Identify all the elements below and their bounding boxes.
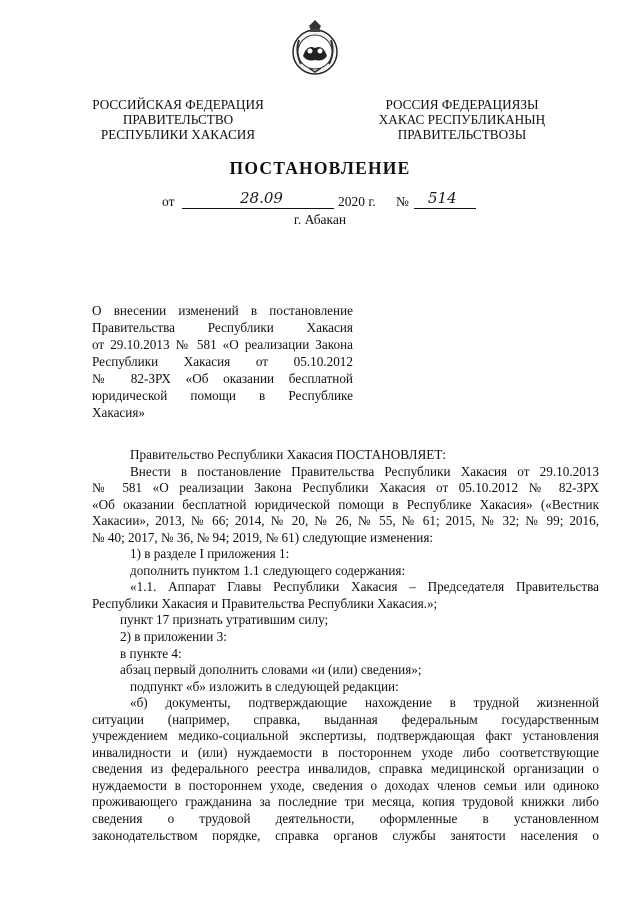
date-prefix: от [162,194,175,209]
header-left-line: РЕСПУБЛИКИ ХАКАСИЯ [100,127,256,142]
body-line: пункт 17 признать утратившим силу; [120,612,329,628]
body-line: проживающего гражданина за последние три месяца, копия трудовой книжки либо [92,794,599,810]
header-left [84,97,272,142]
header-right-line: ПРАВИТЕЛЬСТВОЗЫ [397,127,527,142]
body-line: «Об оказании бесплатной юридической помощи в Республике Хакасия» («Вестник [92,496,599,512]
body-line: 1) в разделе I приложения 1: [130,546,290,562]
body-line: нуждаемости в постороннем уходе, сведения о доходах членов семьи или одиноко [92,777,599,793]
body-line: Республики Хакасия и Правительства Республики Хакасия.»; [92,595,438,611]
body-line: Правительство Республики Хакасия ПОСТАНОВЛЯЕТ: [130,447,447,462]
subject-line: Правительства Республики Хакасия [92,320,353,335]
body-line: дополнить пунктом 1.1 следующего содержания: [130,562,406,578]
date-number-line [0,189,640,214]
body-line: «1.1. Аппарат Главы Республики Хакасия – Председателя Правительства [130,579,599,595]
body-line: сведения из федерального реестра инвалидов, справка медицинской организации о [92,761,599,777]
header-right [368,97,556,142]
body-line: Внести в постановление Правительства Республики Хакасия от 29.10.2013 [130,463,599,479]
body-line: законодательством порядке, справка органов службы занятости населения о [92,827,599,843]
body-line: № 581 «О реализации Закона Республики Хакасия от 05.10.2012 № 82-ЗРХ [92,480,599,496]
subject-line: Республики Хакасия от 05.10.2012 [92,354,353,369]
header-right-line: РОССИЯ ФЕДЕРАЦИЯЗЫ [385,97,539,112]
handwritten-number: 514 [428,189,457,207]
handwritten-date: 28.09 [240,189,283,207]
body-line: сведения о трудовой деятельности, оформленные в установленном [92,811,599,827]
subject-block [92,302,353,421]
body-line: № 40; 2017, № 36, № 94; 2019, № 61) следующие изменения: [92,529,434,545]
document-title: ПОСТАНОВЛЕНИЕ [229,158,411,178]
body-line: в пункте 4: [120,645,182,661]
header-right-line: ХАКАС РЕСПУБЛИКАНЫҢ [378,112,546,127]
subject-line: от 29.10.2013 № 581 «О реализации Закона [92,337,353,352]
body-line: подпункт «б» изложить в следующей редакции: [130,678,399,694]
body-line: Хакасии», 2013, № 66; 2014, № 20, № 26, № 55, № 61; 2015, № 32; № 99; 2016, [92,513,599,529]
body-line: учреждением медико-социальной экспертизы, подтверждающая факт установления [92,728,599,744]
number-sign: № [396,194,409,209]
coat-of-arms-emblem [289,18,341,78]
body-line: 2) в приложении 3: [120,629,227,645]
body-line: инвалидности и (или) нуждаемости в постороннем уходе либо соответствующие [92,744,599,760]
document-body [92,447,599,844]
subject-line: № 82-ЗРХ «Об оказании бесплатной [92,371,353,386]
header-left-line: ПРАВИТЕЛЬСТВО [122,112,234,127]
year-text: 2020 г. [338,194,376,209]
body-line: «б) документы, подтверждающие нахождение в трудной жизненной [130,695,599,711]
subject-line: О внесении изменений в постановление [92,303,353,318]
subject-line: юридической помощи в Республике [92,388,353,403]
subject-line: Хакасия» [92,405,146,420]
city-name: г. Абакан [293,212,347,227]
header-left-line: РОССИЙСКАЯ ФЕДЕРАЦИЯ [92,97,264,112]
body-line: ситуации (например, справка, выданная федеральным государственным [92,711,599,727]
body-line: абзац первый дополнить словами «и (или) сведения»; [120,662,422,678]
